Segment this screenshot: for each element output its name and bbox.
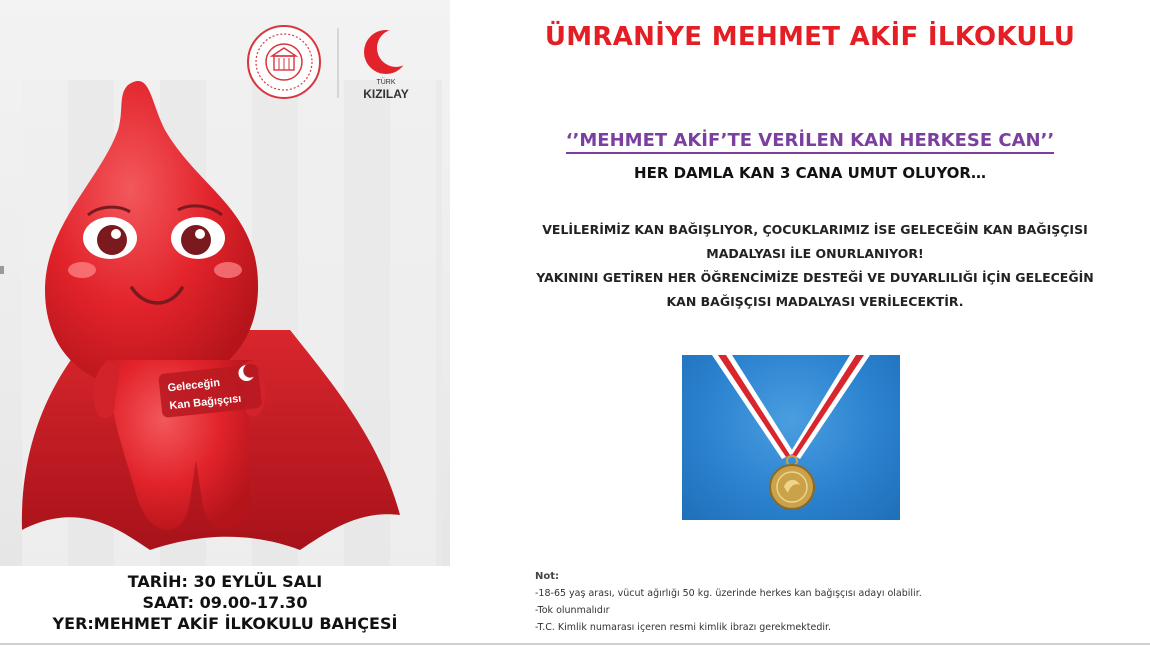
blood-drop-mascot bbox=[0, 60, 450, 566]
event-date: TARİH: 30 EYLÜL SALI bbox=[127, 572, 323, 591]
mascot-head bbox=[45, 81, 258, 390]
body-line: VELİLERİMİZ KAN BAĞIŞLIYOR, ÇOCUKLARIMIZ İSE GELECEĞİN KAN BAĞIŞÇISI bbox=[542, 222, 1088, 237]
bottom-border bbox=[0, 643, 1150, 645]
notes-heading: Not: bbox=[535, 571, 560, 582]
event-place: YER:MEHMET AKİF İLKOKULU BAHÇESİ bbox=[52, 614, 398, 633]
note-item: -Tok olunmalıdır bbox=[535, 605, 610, 616]
slogan bbox=[470, 130, 1150, 151]
subslogan: HER DAMLA KAN 3 CANA UMUT OLUYOR… bbox=[634, 164, 986, 182]
slogan-text: ‘’MEHMET AKİF’TE VERİLEN KAN HERKESE CAN’’ bbox=[566, 130, 1055, 154]
notes bbox=[535, 568, 1135, 636]
edge-mark bbox=[0, 266, 4, 274]
medal-icon bbox=[682, 355, 900, 520]
body-line: MADALYASI İLE ONURLANIYOR! bbox=[706, 246, 924, 261]
event-info bbox=[0, 566, 450, 646]
school-title: ÜMRANİYE MEHMET AKİF İLKOKULU bbox=[544, 22, 1076, 52]
badge-line2: Kan Bağışçısı bbox=[168, 392, 242, 413]
announcement-body bbox=[480, 218, 1150, 314]
medal-photo bbox=[682, 355, 900, 520]
badge-line1: Geleceğin bbox=[167, 376, 221, 395]
body-line: KAN BAĞIŞÇISI MADALYASI VERİLECEKTİR. bbox=[666, 294, 964, 309]
note-item: -18-65 yaş arası, vücut ağırlığı 50 kg. üzerinde herkes kan bağışçısı adayı olabilir. bbox=[535, 588, 922, 599]
event-time: SAAT: 09.00-17.30 bbox=[142, 593, 308, 612]
body-line: YAKININI GETİREN HER ÖĞRENCİMİZE DESTEĞİ VE DUYARLILIĞI İÇİN GELECEĞİN bbox=[536, 270, 1094, 285]
kizilay-top-text: TÜRK bbox=[376, 79, 396, 86]
kizilay-name-text: KIZILAY bbox=[363, 87, 409, 101]
note-item: -T.C. Kimlik numarası içeren resmi kimlik ibrazı gerekmektedir. bbox=[535, 622, 832, 633]
poster-left-panel bbox=[0, 0, 450, 566]
